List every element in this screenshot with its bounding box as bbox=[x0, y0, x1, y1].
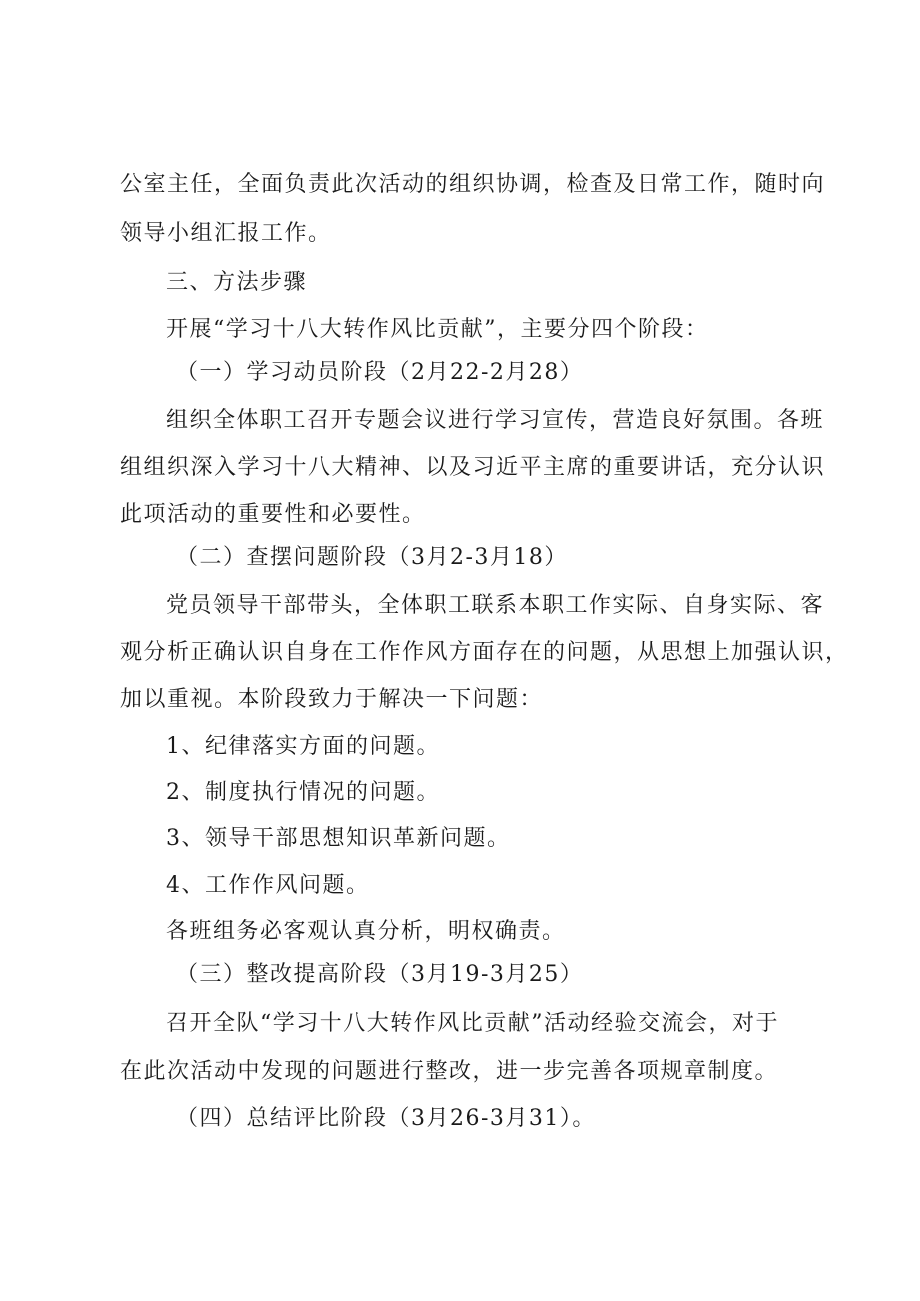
text-line-8: 此项活动的重要性和必要性。 bbox=[120, 502, 426, 527]
text-line-12: 加以重视。本阶段致力于解决一下问题： bbox=[120, 687, 544, 712]
stage-2-heading: （二）查摆问题阶段（3月2-3月18） bbox=[176, 545, 568, 570]
stage-3-heading: （三）整改提高阶段（3月19-3月25） bbox=[176, 962, 584, 987]
text-line-11: 观分析正确认识自身在工作作风方面存在的问题，从思想上加强认识， bbox=[120, 640, 849, 665]
stage-4-heading: （四）总结评比阶段（3月26-3月31）。 bbox=[176, 1106, 596, 1131]
list-item-1: 1、纪律落实方面的问题。 bbox=[166, 734, 440, 759]
stage-1-heading: （一）学习动员阶段（2月22-2月28） bbox=[176, 360, 584, 385]
text-line-7: 组组织深入学习十八大精神、以及习近平主席的重要讲话，充分认识 bbox=[120, 455, 826, 480]
text-line-20: 在此次活动中发现的问题进行整改，进一步完善各项规章制度。 bbox=[120, 1059, 779, 1084]
text-line-6: 组织全体职工召开专题会议进行学习宣传，营造良好氛围。各班 bbox=[166, 408, 825, 433]
text-line-1: 公室主任，全面负责此次活动的组织协调，检查及日常工作，随时向 bbox=[120, 172, 826, 197]
section-heading: 三、方法步骤 bbox=[166, 270, 308, 295]
list-item-4: 4、工作作风问题。 bbox=[166, 873, 370, 898]
list-item-3: 3、领导干部思想知识革新问题。 bbox=[166, 826, 511, 851]
text-line-2: 领导小组汇报工作。 bbox=[120, 221, 332, 246]
text-line-17: 各班组务必客观认真分析，明权确责。 bbox=[166, 919, 566, 944]
text-line-19: 召开全队“学习十八大转作风比贡献”活动经验交流会，对于 bbox=[166, 1011, 779, 1036]
list-item-2: 2、制度执行情况的问题。 bbox=[166, 780, 440, 805]
text-line-4: 开展“学习十八大转作风比贡献”，主要分四个阶段： bbox=[166, 317, 709, 342]
text-line-10: 党员领导干部带头，全体职工联系本职工作实际、自身实际、客 bbox=[166, 593, 825, 618]
